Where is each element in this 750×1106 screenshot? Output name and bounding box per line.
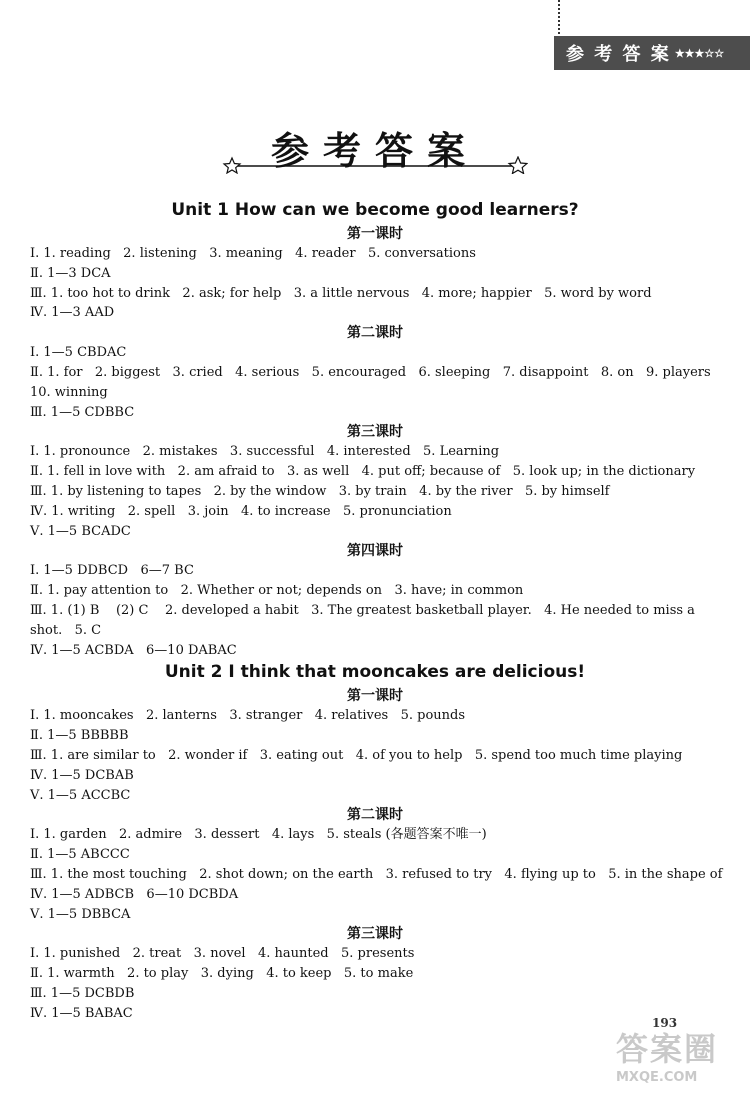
answer-content — [24, 198, 726, 1024]
header-tab — [554, 36, 750, 70]
answer-line: Ⅴ. 1—5 BCADC — [30, 523, 131, 539]
answer-line: Ⅰ. 1—5 CBDAC — [30, 345, 127, 361]
lesson-heading: 第四课时 — [347, 543, 403, 560]
answer-line: Ⅰ. 1. punished 2. treat 3. novel 4. haunted 5. presents — [30, 946, 415, 962]
answer-line: Ⅰ. 1—5 DDBCD 6—7 BC — [30, 563, 194, 579]
answer-line: Ⅱ. 1—3 DCA — [30, 265, 111, 281]
answer-line: 10. winning — [30, 384, 108, 400]
unit-title: Unit 2 I think that mooncakes are delicious! — [164, 662, 586, 683]
answer-line: Ⅱ. 1. warmth 2. to play 3. dying 4. to keep 5. to make — [30, 966, 414, 982]
answer-line: Ⅲ. 1. by listening to tapes 2. by the window 3. by train 4. by the river 5. by himself — [30, 483, 610, 499]
answer-line: Ⅰ. 1. reading 2. listening 3. meaning 4. reader 5. conversations — [30, 246, 476, 261]
answer-line: Ⅲ. 1. too hot to drink 2. ask; for help 3. a little nervous 4. more; happier 5. word by word — [30, 285, 652, 301]
lesson-heading: 第一课时 — [347, 226, 403, 242]
answer-line: Ⅲ. 1. are similar to 2. wonder if 3. eating out 4. of you to help 5. spend too much time playing — [30, 747, 683, 763]
answer-line: Ⅳ. 1. writing 2. spell 3. join 4. to increase 5. pronunciation — [30, 503, 452, 519]
answer-line: Ⅱ. 1—5 ABCCC — [30, 847, 130, 863]
answer-line: shot. 5. C — [30, 622, 102, 638]
answer-line: Ⅰ. 1. mooncakes 2. lanterns 3. stranger 4. relatives 5. pounds — [30, 708, 466, 724]
answer-line: Ⅳ. 1—5 ADBCB 6—10 DCBDA — [30, 886, 239, 902]
answer-line: Ⅳ. 1—3 AAD — [30, 305, 115, 321]
rating-stars-icon: ★★★☆☆ — [674, 46, 725, 60]
answer-line: Ⅲ. 1. the most touching 2. shot down; on the earth 3. refused to try 4. flying up to 5. in the shape of — [30, 866, 723, 882]
answer-line: Ⅴ. 1—5 DBBCA — [30, 906, 131, 922]
title-ornament — [222, 156, 528, 174]
answer-line: Ⅱ. 1. fell in love with 2. am afraid to 3. as well 4. put off; because of 5. look up; in the dictionary — [30, 464, 696, 480]
lesson-heading: 第二课时 — [347, 325, 403, 342]
lesson-heading: 第三课时 — [347, 926, 403, 943]
page-number: 193 — [652, 1016, 678, 1030]
answer-line: Ⅱ. 1—5 BBBBB — [30, 728, 129, 744]
answer-line: Ⅳ. 1—5 ACBDA 6—10 DABAC — [30, 642, 237, 658]
answer-line: Ⅰ. 1. garden 2. admire 3. dessert 4. lays 5. steals (各题答案不唯一) — [30, 827, 487, 843]
answer-line: Ⅳ. 1—5 BABAC — [30, 1005, 133, 1021]
answer-line: Ⅴ. 1—5 ACCBC — [30, 787, 131, 803]
unit-title: Unit 1 How can we become good learners? — [171, 200, 579, 220]
watermark-url: MXQE.COM — [616, 1070, 698, 1085]
watermark-text: 答案圈 — [616, 1030, 719, 1068]
header-tab-label: 参 考 答 案 — [566, 44, 671, 65]
lesson-heading: 第一课时 — [347, 688, 403, 705]
answer-line: Ⅱ. 1. pay attention to 2. Whether or not; depends on 3. have; in common — [30, 583, 524, 599]
star-left-icon — [224, 158, 240, 173]
lesson-heading: 第二课时 — [347, 807, 403, 824]
answer-line: Ⅳ. 1—5 DCBAB — [30, 767, 134, 783]
lesson-heading: 第三课时 — [347, 424, 403, 441]
answer-line: Ⅲ. 1—5 DCBDB — [30, 985, 135, 1001]
answer-line: Ⅲ. 1—5 CDBBC — [30, 404, 135, 420]
answer-line: Ⅲ. 1. (1) B (2) C 2. developed a habit 3. The greatest basketball player. 4. He needed to miss a — [30, 602, 695, 618]
watermark-logo — [616, 1024, 736, 1086]
page-title: 参考答案 — [270, 129, 479, 173]
answer-line: Ⅱ. 1. for 2. biggest 3. cried 4. serious 5. encouraged 6. sleeping 7. disappoint 8. on 9. players — [30, 364, 711, 380]
star-right-icon — [509, 157, 527, 174]
answer-line: Ⅰ. 1. pronounce 2. mistakes 3. successful 4. interested 5. Learning — [30, 444, 500, 460]
